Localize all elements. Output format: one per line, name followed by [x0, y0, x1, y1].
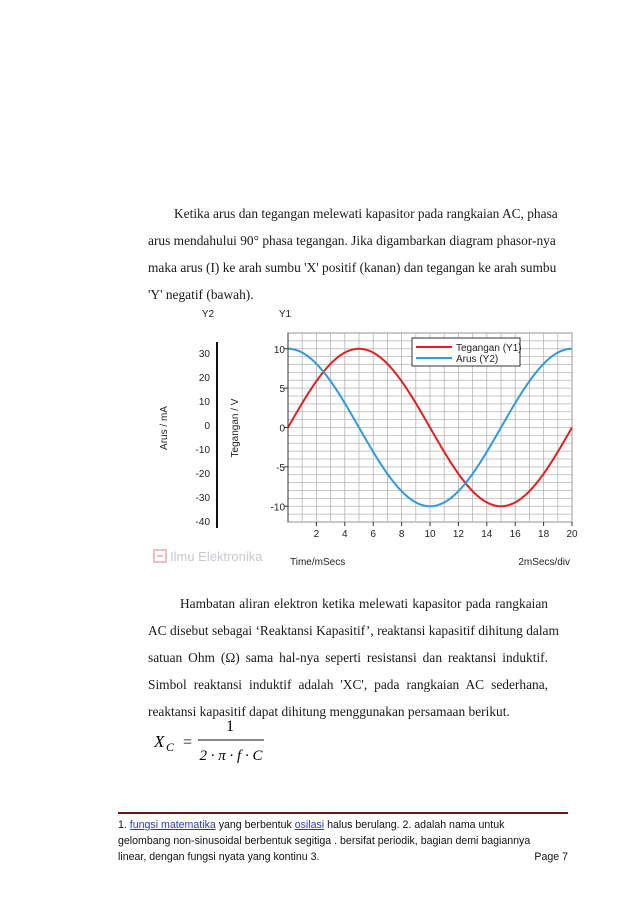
formula-lhs-sub: C [166, 740, 175, 754]
legend-label-2: Arus (Y2) [456, 354, 499, 365]
paragraph-line: reaktansi kapasitif dapat dihitung menggunakan persamaan berikut. [148, 704, 510, 719]
footnote-line-3 [118, 849, 568, 865]
footnote-text: linear, dengan fungsi nyata yang kontinu 3. [118, 851, 320, 863]
x-tick-label: 2 [313, 529, 320, 540]
formula-lhs: X [154, 732, 165, 751]
footnote-number: 1. [118, 819, 127, 831]
page-number: Page 7 [534, 851, 568, 863]
y2-tick-label: -30 [195, 493, 210, 504]
x-tick-label: 16 [509, 529, 521, 540]
paragraph-line: arus mendahului 90° phasa tegangan. Jika digambarkan diagram phasor-nya [148, 233, 556, 248]
x-scale-label: 2mSecs/div [518, 557, 570, 568]
x-tick-label: 6 [370, 529, 376, 540]
y2-tick-label: -10 [195, 445, 210, 456]
y1-axis-name: Y1 [278, 309, 292, 320]
formula-denominator: 2 · π · f · C [199, 748, 263, 764]
footer-rule [118, 812, 568, 814]
paragraph-line: maka arus (I) ke arah sumbu 'X' positif (kanan) dan tegangan ke arah sumbu [148, 260, 557, 275]
y2-tick-label: 0 [204, 421, 210, 432]
paragraph-line: 'Y' negatif (bawah). [148, 287, 254, 302]
y1-tick-label: 0 [279, 423, 285, 435]
legend-label-1: Tegangan (Y1) [456, 343, 522, 354]
y2-tick-label: 10 [198, 397, 210, 408]
y2-tick-label: 30 [198, 349, 210, 360]
watermark-logo [154, 549, 263, 564]
y1-tick-label: -10 [270, 502, 285, 514]
paragraph-2 [148, 590, 559, 725]
x-tick-label: 14 [481, 529, 493, 540]
y1-tick-label: 10 [273, 344, 285, 356]
x-tick-label: 10 [424, 529, 436, 540]
y1-axis-label: Tegangan / V [230, 398, 241, 458]
x-tick-label: 18 [538, 529, 550, 540]
paragraph-line: AC disebut sebagai ‘Reaktansi Kapasitif’, reaktansi kapasitif dihitung dalam [148, 623, 559, 638]
paragraph-1 [148, 200, 558, 308]
footnote-link-fungsi-matematika[interactable]: fungsi matematika [129, 819, 216, 831]
footnote-link-osilasi[interactable]: osilasi [294, 819, 325, 831]
x-tick-label: 20 [566, 529, 578, 540]
y1-tick-label: -5 [276, 462, 285, 474]
footnote-line-2: gelombang non-sinusoidal berbentuk segitiga . bersifat periodik, bagian demi bagiannya [118, 835, 531, 847]
y2-tick-label: -20 [195, 469, 210, 480]
paragraph-line: Simbol reaktansi induktif adalah 'XC', pada rangkaian AC sederhana, [148, 677, 548, 692]
y2-axis-name: Y2 [201, 309, 215, 320]
formula-numerator: 1 [226, 718, 234, 735]
footnote-line-1 [118, 817, 568, 833]
footnotes [118, 817, 568, 865]
paragraph-line: Hambatan aliran elektron ketika melewati kapasitor pada rangkaian [180, 596, 548, 611]
footnote-text: yang berbentuk [218, 819, 292, 831]
y2-tick-label: -40 [195, 517, 210, 528]
footnote-text: halus berulang. 2. adalah nama untuk [327, 819, 505, 831]
y2-tick-label: 20 [198, 373, 210, 384]
x-tick-label: 4 [342, 529, 348, 540]
paragraph-line: satuan Ohm (Ω) sama hal-nya seperti resistansi dan reaktansi induktif. [148, 650, 548, 665]
y1-tick-label: 5 [279, 384, 285, 396]
voltage-current-chart [140, 300, 580, 575]
chart-legend [412, 338, 522, 366]
formula-equals: = [183, 734, 193, 751]
paragraph-line: Ketika arus dan tegangan melewati kapasitor pada rangkaian AC, phasa [174, 206, 558, 221]
y2-axis-label: Arus / mA [159, 406, 170, 450]
x-tick-label: 12 [452, 529, 464, 540]
x-tick-label: 8 [398, 529, 405, 540]
watermark-text: Ilmu Elektronika [170, 549, 263, 564]
x-axis-label: Time/mSecs [290, 557, 346, 568]
reactance-formula [150, 716, 290, 776]
